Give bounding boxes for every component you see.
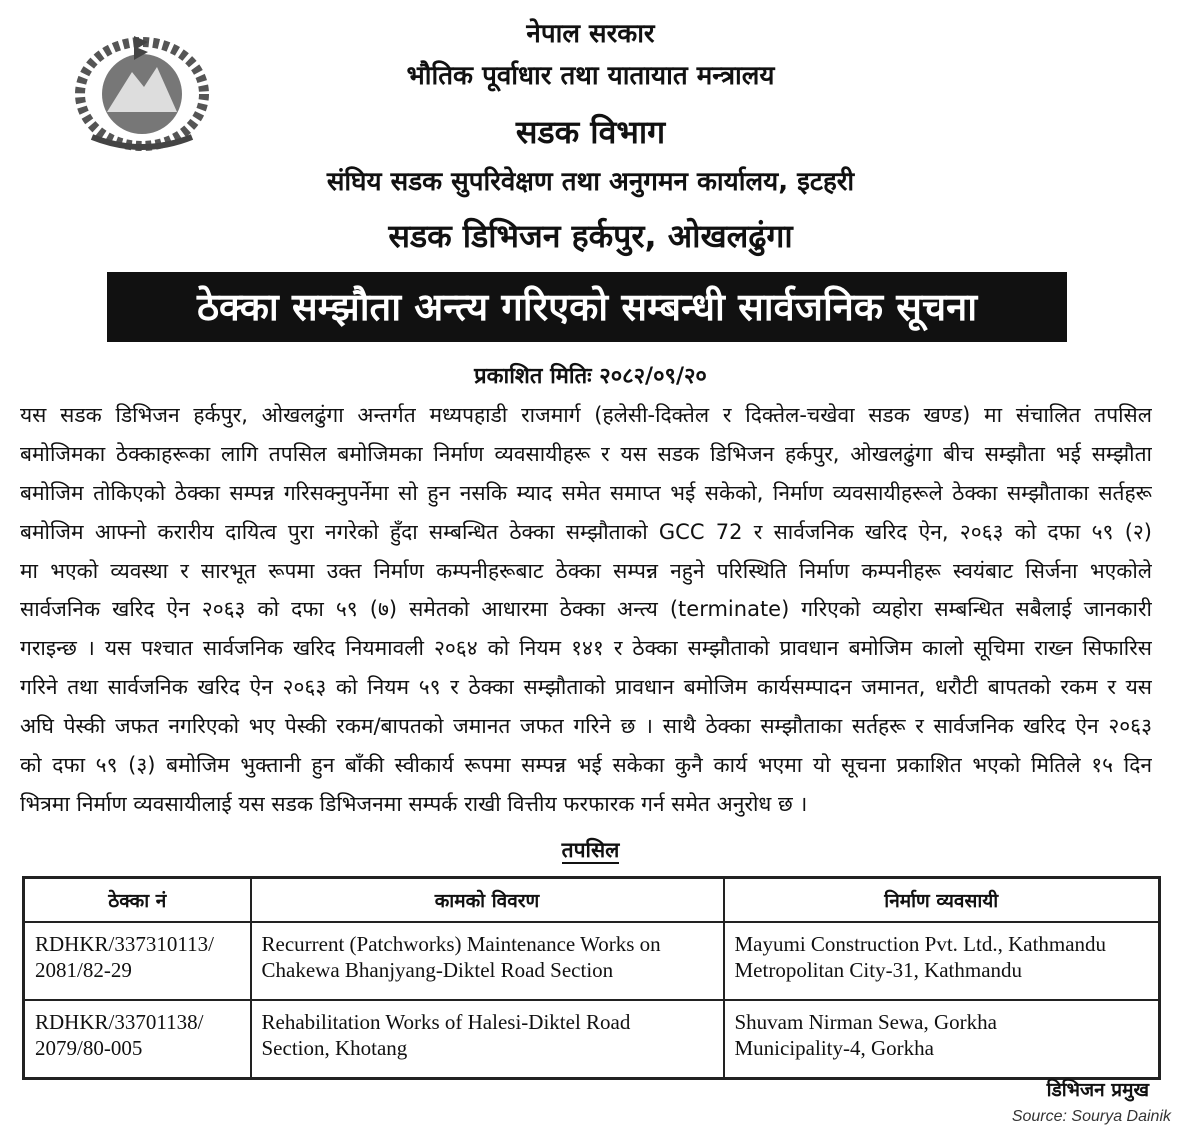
contractor-cell: Mayumi Construction Pvt. Ltd., Kathmandu Metropolitan City-31, Kathmandu: [724, 922, 1160, 1000]
signatory-title: डिभिजन प्रमुख: [1046, 1079, 1149, 1101]
body-line: अघि पेस्की जफत नगरिएको भए पेस्की रकम/बापतको जमानत जफत गरिने छ । साथै ठेक्का सम्झौताका सर्तहरू र सार्वजनिक खरिद ऐन २०६३: [20, 714, 1152, 739]
contracts-table: [22, 876, 1161, 1080]
table-header-row: [24, 878, 1160, 923]
header-contract-no: ठेक्का नं: [24, 878, 251, 923]
table-row: [24, 922, 1160, 1000]
office-name: संघिय सडक सुपरिवेक्षण तथा अनुगमन कार्यालय, इटहरी: [326, 167, 855, 197]
description-cell: Recurrent (Patchworks) Maintenance Works on Chakewa Bhanjyang-Diktel Road Section: [251, 922, 724, 1000]
table-title-text: तपसिल: [561, 838, 620, 862]
body-line: को दफा ५९ (३) बमोजिम भुक्तानी हुन बाँकी स्वीकार्य रूपमा सम्पन्न भई सकेका कुनै कार्य भएमा यो सूचना प्रकाशित भएको मितिले १५ दिन: [20, 753, 1152, 778]
body-line: गराइन्छ । यस पश्चात सार्वजनिक खरिद नियमावली २०६४ को नियम १४१ र ठेक्का सम्झौताको प्रावधान बमोजिम कालो सूचिमा राख्न सिफारिस: [20, 636, 1152, 661]
department-name: सडक विभाग: [515, 113, 666, 151]
body-line: गरिने तथा सार्वजनिक खरिद ऐन २०६३ को नियम ५९ र ठेक्का सम्झौताको प्रावधान बमोजिम कार्यसम्पादन जमानत, धरौटी बापतको रकम र यस: [20, 675, 1152, 700]
body-line: बमोजिम आफ्नो करारीय दायित्व पुरा नगरेको हुँदा सम्बन्धित ठेक्का सम्झौताको GCC 72 र सार्वजनिक खरिद ऐन, २०६३ को दफा ५९ (२): [20, 519, 1152, 544]
body-line: सार्वजनिक खरिद ऐन २०६३ को दफा ५९ (७) समेतको आधारमा ठेक्का अन्त्य (terminate) गरिएको व्यहोरा सम्बन्धित सबैलाई जानकारी: [20, 597, 1152, 622]
table-row: [24, 1000, 1160, 1079]
contract-no-cell: RDHKR/33701138/ 2079/80-005: [24, 1000, 251, 1079]
header-contractor: निर्माण व्यवसायी: [724, 878, 1160, 923]
ministry-name: भौतिक पूर्वाधार तथा यातायात मन्त्रालय: [406, 61, 775, 91]
description-cell: Rehabilitation Works of Halesi-Diktel Road Section, Khotang: [251, 1000, 724, 1079]
published-date: प्रकाशित मितिः २०८२/०९/२०: [474, 364, 707, 389]
body-line: मा भएको व्यवस्था र सारभूत रूपमा उक्त निर्माण कम्पनीहरूबाट ठेक्का सम्पन्न नहुने परिस्थिति निर्माण कम्पनीहरू स्वयंबाट सिर्जना भएकोले: [20, 558, 1152, 583]
contractor-cell: Shuvam Nirman Sewa, Gorkha Municipality-4, Gorkha: [724, 1000, 1160, 1079]
division-name: सडक डिभिजन हर्कपुर, ओखलढुंगा: [388, 217, 793, 255]
table-title: [0, 836, 1181, 864]
notice-title-banner: ठेक्का सम्झौता अन्त्य गरिएको सम्बन्धी सार्वजनिक सूचना: [107, 272, 1067, 342]
notice-body: [20, 396, 1152, 824]
government-name: नेपाल सरकार: [526, 19, 655, 49]
header-description: कामको विवरण: [251, 878, 724, 923]
body-line: बमोजिमका ठेक्काहरूका लागि तपसिल बमोजिमका निर्माण व्यवसायीहरू र यस सडक डिभिजन हर्कपुर, ओखलढुंगा बीच सम्झौता भई सम्झौता: [20, 441, 1152, 466]
body-line: यस सडक डिभिजन हर्कपुर, ओखलढुंगा अन्तर्गत मध्यपहाडी राजमार्ग (हलेसी-दिक्तेल र दिक्तेल-चखेवा सडक खण्ड) मा संचालित तपसिल: [20, 403, 1152, 427]
body-line: भित्रमा निर्माण व्यवसायीलाई यस सडक डिभिजनमा सम्पर्क राखी वित्तीय फरफारक गर्न समेत अनुरोध छ ।: [20, 791, 808, 816]
contract-no-cell: RDHKR/337310113/ 2081/82-29: [24, 922, 251, 1000]
source-credit: Source: Sourya Dainik: [1011, 1108, 1171, 1125]
body-line: बमोजिम तोकिएको ठेक्का सम्पन्न गरिसक्नुपर्नेमा सो हुन नसकि म्याद समेत समाप्त भई सकेको, निर्माण व्यवसायीहरूले ठेक्का सम्झौताका सर्तहरू: [20, 480, 1152, 505]
